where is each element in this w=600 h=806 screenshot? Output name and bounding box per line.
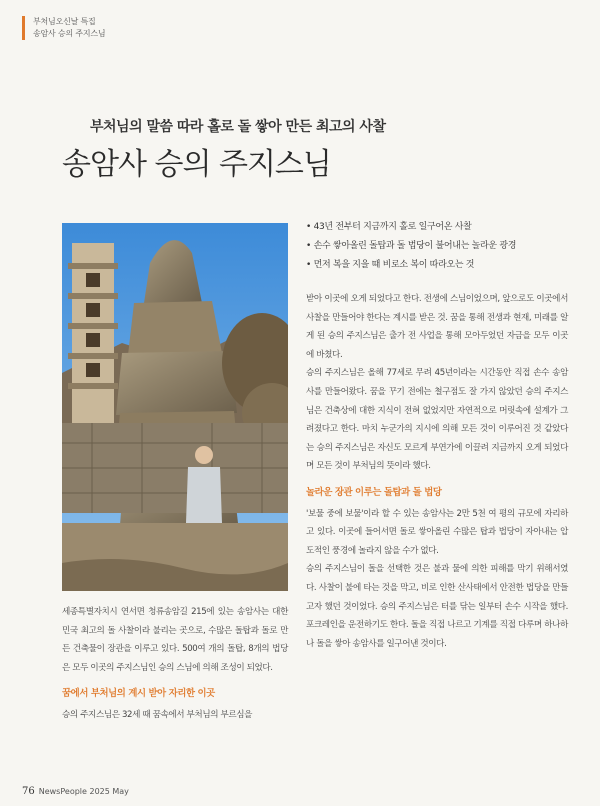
page-footer [22,786,129,797]
paragraph: '보물 중에 보물'이라 할 수 있는 송암사는 2만 5천 여 평의 규모에 자리하고 있다. 이곳에 들어서면 돌로 쌓아올린 수많은 탑과 법당이 자아내는 압도적인 풍경에 놀라지 않을 수가 없다. [306,508,568,556]
paragraph: 세종특별자치시 연서면 청류송암길 215에 있는 송암사는 대한민국 최고의 돌 사찰이라 불리는 곳으로, 수많은 돌탑과 돌로 만든 건축물이 장관을 이루고 있다. 500여 개의 돌탑, 8개의 법당은 모두 이곳의 주지스님인 승의 스님에 의해 조성이 되었다. [62,607,288,673]
section-tag-line2: 송암사 승의 주지스님 [33,29,106,38]
paragraph: 승의 주지스님은 올해 77세로 무려 45년이라는 시간동안 직접 손수 송암사를 만들어왔다. 꿈을 꾸기 전에는 철구점도 잘 가지 않았던 승의 주지스님은 건축상에 대한 지식이 전혀 없었지만 자연적으로 머릿속에 설계가 그려졌다고 한다. 마치 누군가의 지시에 의해 모든 것이 이루어진 것 같았다는 승의 주지스님은 자신도 모르게 부연가에 이끌려 지금까지 오게 되었다며 모든 것이 부처님의 뜻이라 했다. [306,368,568,472]
article-subtitle: 부처님의 말씀 따라 홀로 돌 쌓아 만든 최고의 사찰 [90,119,386,135]
bullet-item: • 손수 쌓아올린 돌탑과 돌 법당이 불어내는 놀라운 광경 [306,237,566,256]
highlight-bullets [306,218,566,275]
pagoda-left [68,243,118,433]
bullet-item: • 43년 전부터 지금까지 홀로 일구어온 사찰 [306,218,566,237]
paragraph: 받아 이곳에 오게 되었다고 한다. 전생에 스님이었으며, 앞으로도 이곳에서 사찰을 만들어야 한다는 계시를 받은 것. 꿈을 통해 전생과 현재, 미래를 알게 된 승의 주지스님은 출가 전 사업을 통해 모아두었던 자금을 모두 이곳에 바쳤다. [306,294,568,360]
temple-photo [62,223,288,591]
paragraph: 승의 주지스님이 돌을 선택한 것은 불과 물에 의한 피해를 막기 위해서였다. 사찰이 불에 타는 것을 막고, 비로 인한 산사태에서 안전한 법당을 만들고자 했던 것이었다. 승의 주지스님은 터를 닦는 일부터 손수 시작을 했다. 포크레인을 운전하기도 한다. 돌을 직접 나르고 기계를 직접 다루며 하나하나 돌을 쌓아 송암사를 일구어낸 것이다. [306,564,568,649]
left-column [62,603,288,725]
footer-label: NewsPeople 2025 May [38,787,129,796]
section-heading: 놀라운 장관 이루는 돌탑과 돌 법당 [306,486,442,498]
page-number: 76 [22,786,35,797]
right-column [306,290,568,653]
section-tag-line1: 부처님오신날 특집 [33,17,96,26]
bullet-item: • 먼저 복을 지을 때 비로소 복이 따라오는 것 [306,256,566,275]
paragraph: 승의 주지스님은 32세 때 꿈속에서 부처님의 부르심을 [62,709,253,720]
section-tag [22,16,105,40]
section-heading: 꿈에서 부처님의 계시 받아 자리한 이곳 [62,688,215,700]
article-headline: 송암사 승의 주지스님 [62,147,331,182]
